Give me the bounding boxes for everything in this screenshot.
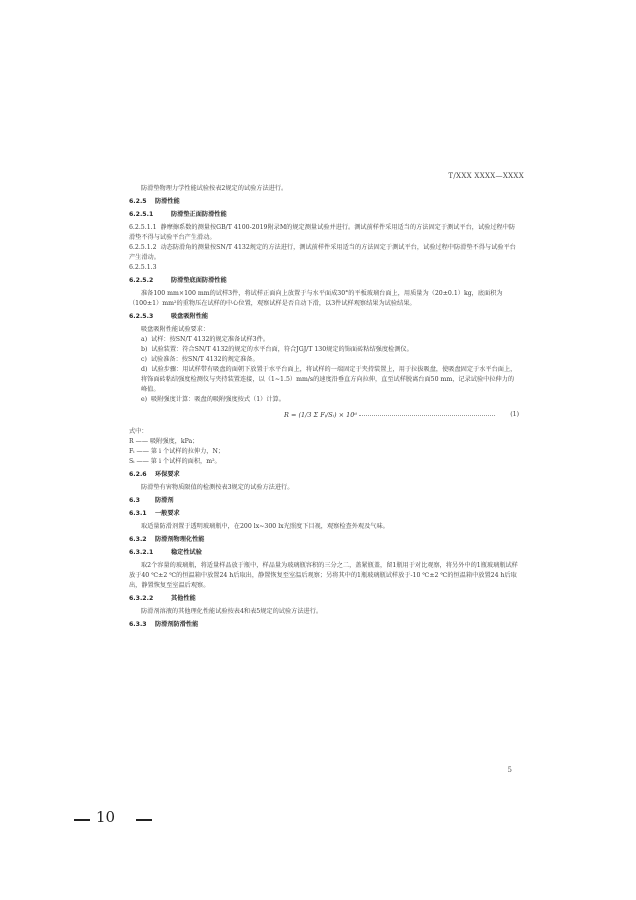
- clause-6-2-5-3-intro: 吸盘吸附性能试验要求：: [141, 326, 210, 333]
- footer-dash-right: [136, 819, 152, 821]
- clause-6-2-5-1-1: 6.2.5.1.1 静摩擦系数的测量按GB/T 4100-2019附录M的规定测量试验并进行。测试前样件采用适当的方法固定于测试平台，试验过程中防滑垫不得与试验平台产生滑动。: [129, 224, 516, 241]
- variable-definition: R —— 吸附强度，kPa；: [129, 438, 199, 445]
- formula-leader-dots: [359, 415, 495, 416]
- list-item-d: d) 试验步骤：用试样带有吸盘的面朝下放置于水平台面上，将试样的一端固定于夹持装置上，用于拉拔吸盘，使吸盘固定于水平台面上，将饰面砖粘结强度检测仪与夹持装置连接，以（1~1.5）mm/s的速度沿垂直方向拉伸，直至试样脱离台面50 mm，记录试验中拉伸力的峰值。: [141, 366, 517, 393]
- clause-6-2-5-1-3: 6.2.5.1.3: [129, 264, 157, 271]
- list-item-c: c) 试验准备：按SN/T 4132的规定准备。: [141, 356, 259, 363]
- clause-6-3-1-text: 取适量防滑剂置于透明玻璃瓶中，在200 lx~300 lx光照度下目视，观察检查外观及气味。: [141, 523, 389, 530]
- section-6-2-6-heading: 6.2.6 环保要求: [129, 471, 180, 478]
- section-6-3-3-heading: 6.3.3 防滑剂防滑性能: [129, 621, 199, 628]
- clause-6-2-6-text: 防滑垫有害物质限值的检测按表3规定的试验方法进行。: [141, 484, 294, 491]
- list-item-a: a) 试样：按SN/T 4132的规定准备试样3件。: [141, 336, 269, 343]
- formula-1: [129, 407, 519, 425]
- section-6-3-2-heading: 6.3.2 防滑剂物理化性能: [129, 536, 205, 543]
- section-6-3-2-1-heading: 6.3.2.1 稳定性试验: [129, 549, 202, 556]
- page-content: [129, 184, 519, 630]
- inner-page-number: 5: [507, 766, 512, 774]
- clause-6-3-2-2-text: 防滑剂溶液的其他理化性能试验按表4和表5规定的试验方法进行。: [141, 608, 323, 615]
- section-6-2-5-1-heading: 6.2.5.1 防滑垫正面防滑性能: [129, 211, 227, 218]
- list-item-e: e) 吸附强度计算：吸盘的吸附强度按式（1）计算。: [141, 396, 285, 403]
- section-6-2-5-heading: 6.2.5 防滑性能: [129, 198, 180, 205]
- formula-expression: R = (1/3 Σ Fᵢ/Sᵢ) × 10⁶: [284, 411, 357, 419]
- footer-dash-left: [74, 819, 90, 821]
- section-6-3-heading: 6.3 防滑剂: [129, 497, 174, 504]
- variable-definition: Fᵢ —— 第 i 个试样的拉伸力，N；: [129, 448, 225, 455]
- where-label: 式中：: [129, 428, 148, 435]
- formula-number: (1): [510, 411, 519, 418]
- clause-6-2-5-1-2: 6.2.5.1.2 动态防滑角的测量按SN/T 4132规定的方法进行，测试前样件采用适当的方法固定于测试平台，试验过程中防滑垫不得与试验平台产生滑动。: [129, 244, 516, 261]
- variable-definition: Sᵢ —— 第 i 个试样的面积，m²。: [129, 458, 221, 465]
- section-6-2-5-3-heading: 6.2.5.3 吸盘吸附性能: [129, 313, 209, 320]
- section-6-3-2-2-heading: 6.3.2.2 其他性能: [129, 595, 196, 602]
- list-item-b: b) 试验装置：符合SN/T 4132的规定的水平台面，符合JGJ/T 130规定的饰面砖粘结强度检测仪。: [141, 346, 413, 353]
- footer-page-number: 10: [96, 808, 116, 826]
- clause-6-2-5-2-text: 准备100 mm×100 mm的试样3件，将试样正面向上放置于与水平面成30°的平板玻璃台面上，用质量为（20±0.1）kg，底面积为（100±1）mm²的重物压在试样的中心位置，观察试样是否自动下滑，以3件试样观察结果为试验结果。: [129, 290, 503, 307]
- intro-paragraph: 防滑垫物理力学性能试验按表2规定的试验方法进行。: [141, 185, 288, 192]
- section-6-2-5-2-heading: 6.2.5.2 防滑垫底面防滑性能: [129, 277, 227, 284]
- standard-code-header: T/XXX XXXX—XXXX: [448, 172, 524, 180]
- section-6-3-1-heading: 6.3.1 一般要求: [129, 510, 180, 517]
- clause-6-3-2-1-text: 取2个容量的玻璃瓶，将适量样品放于瓶中，样品量为玻璃瓶容积的三分之二，盖紧瓶盖，留1瓶用于对比观察，将另外中的1瓶玻璃瓶试样放于40 ℃±2 ℃的恒温箱中放置24 h后取出，静置恢复至室温后观察；另将其中的1瓶玻璃瓶试样放于-10 ℃±2 ℃的恒温箱中放置24 h后取出，静置恢复至室温后观察。: [129, 562, 518, 589]
